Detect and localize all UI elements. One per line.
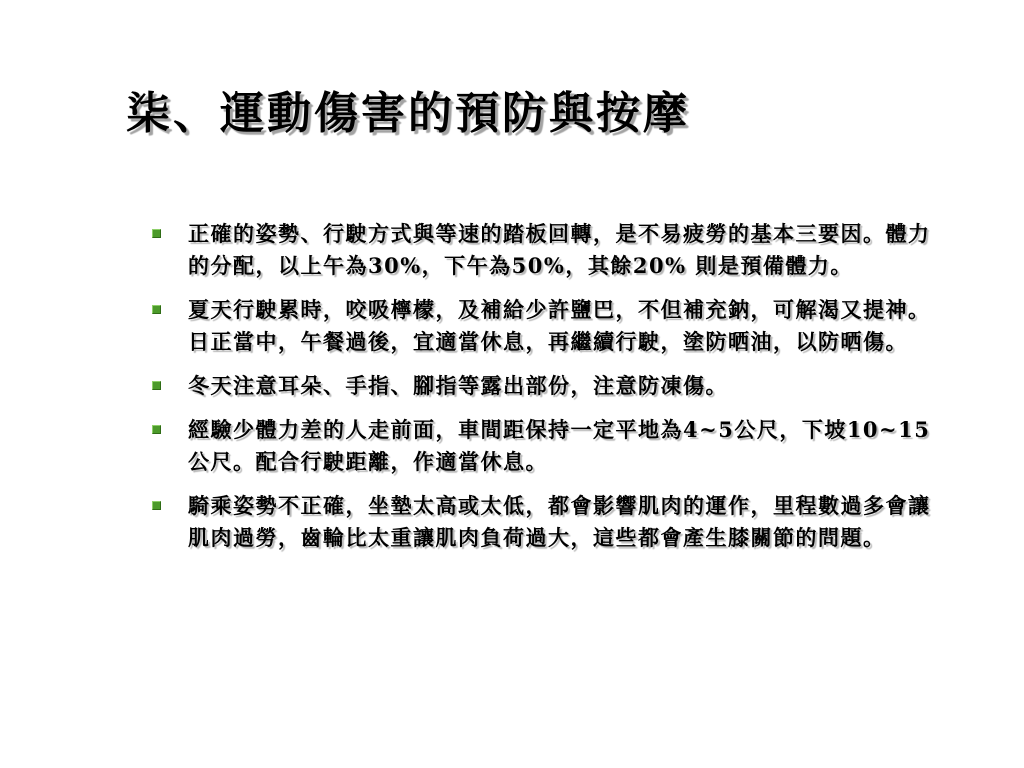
list-item <box>150 370 940 402</box>
list-item <box>150 218 940 282</box>
bullet-text: 正確的姿勢、行駛方式與等速的踏板回轉，是不易疲勞的基本三要因。體力的分配，以上午為30%，下午為50%，其餘20% 則是預備體力。 <box>188 221 931 278</box>
bullet-list <box>150 218 940 566</box>
green-square-bullet-icon <box>152 381 161 390</box>
green-square-bullet-icon <box>152 229 161 238</box>
green-square-bullet-icon <box>152 501 161 510</box>
list-item <box>150 294 940 358</box>
green-square-bullet-icon <box>152 425 161 434</box>
bullet-text: 騎乘姿勢不正確，坐墊太高或太低，都會影響肌肉的運作，里程數過多會讓肌肉過勞，齒輪比太重讓肌肉負荷過大，這些都會產生膝關節的問題。 <box>188 493 931 550</box>
bullet-text: 經驗少體力差的人走前面，車間距保持一定平地為4~5公尺，下坡10~15公尺。配合行駛距離，作適當休息。 <box>188 417 931 474</box>
list-item <box>150 414 940 478</box>
bullet-text: 冬天注意耳朵、手指、腳指等露出部份，注意防凍傷。 <box>188 373 728 398</box>
green-square-bullet-icon <box>152 305 161 314</box>
slide-title: 柒、運動傷害的預防與按摩 <box>126 88 690 139</box>
list-item <box>150 490 940 554</box>
bullet-text: 夏天行駛累時，咬吸檸檬，及補給少許鹽巴，不但補充鈉，可解渴又提神。日正當中，午餐過後，宜適當休息，再繼續行駛，塗防晒油，以防晒傷。 <box>188 297 931 354</box>
